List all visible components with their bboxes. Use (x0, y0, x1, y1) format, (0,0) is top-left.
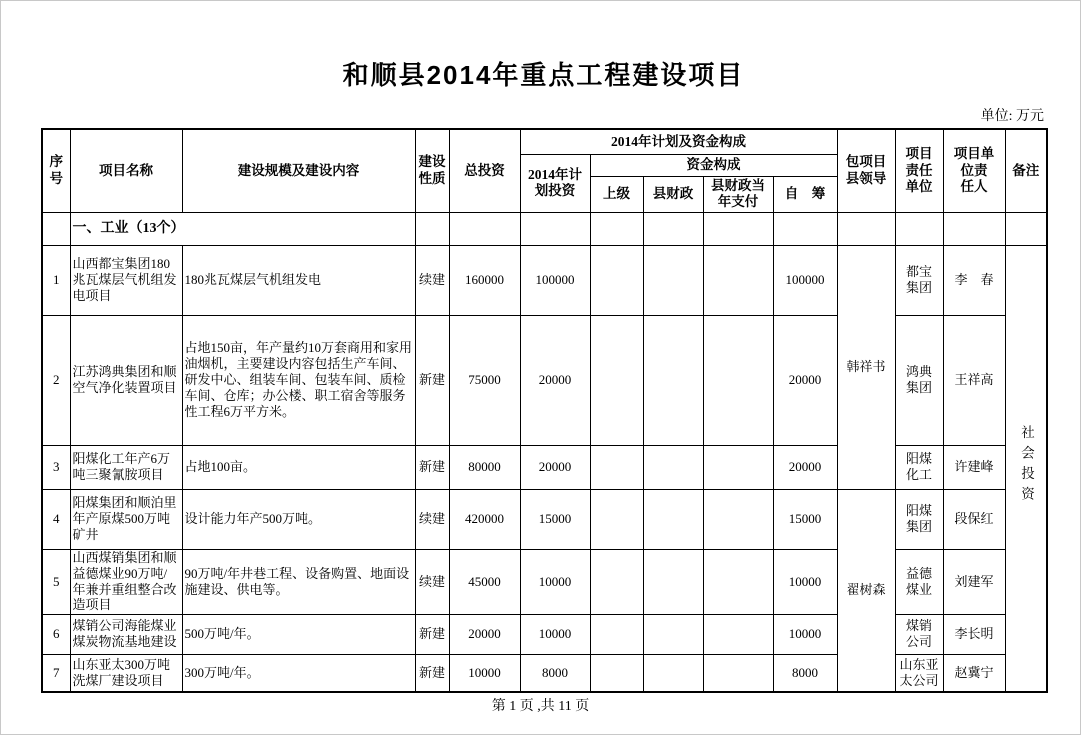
cell-county (643, 445, 703, 489)
cell-unit: 阳煤 化工 (895, 445, 943, 489)
cell-county-pay (703, 315, 773, 445)
header-plan-group: 2014年计划及资金构成 (520, 129, 837, 154)
cell-county-pay (703, 445, 773, 489)
cell-upper (590, 549, 643, 614)
cell-person: 李 春 (943, 245, 1005, 315)
cell-person: 李长明 (943, 614, 1005, 654)
cell-county (643, 654, 703, 692)
cell-project-name: 江苏鸿典集团和顺空气净化装置项目 (70, 315, 182, 445)
header-self-raise: 自 筹 (773, 176, 837, 212)
cell-project-name: 山西煤销集团和顺益德煤业90万吨/年兼并重组整合改造项目 (70, 549, 182, 614)
cell-content: 占地150亩，年产量约10万套商用和家用油烟机，主要建设内容包括生产车间、研发中心、组装车间、包装车间、质检车间、仓库；办公楼、职工宿舍等服务性工程6万平方米。 (182, 315, 415, 445)
cell-upper (590, 489, 643, 549)
cell-plan: 10000 (520, 614, 590, 654)
header-responsible-person: 项目单 位责 任人 (943, 129, 1005, 212)
cell-plan: 8000 (520, 654, 590, 692)
cell-content: 90万吨/年井巷工程、设备购置、地面设施建设、供电等。 (182, 549, 415, 614)
cell-unit: 益德 煤业 (895, 549, 943, 614)
cell-plan: 15000 (520, 489, 590, 549)
cell-nature: 新建 (415, 614, 449, 654)
cell-unit: 鸿典 集团 (895, 315, 943, 445)
header-upper-level: 上级 (590, 176, 643, 212)
cell-serial: 2 (42, 315, 70, 445)
cell-empty (773, 212, 837, 245)
header-county-pay: 县财政当 年支付 (703, 176, 773, 212)
header-county-finance: 县财政 (643, 176, 703, 212)
cell-upper (590, 315, 643, 445)
cell-self-raise: 20000 (773, 445, 837, 489)
cell-leader: 翟树森 (837, 489, 895, 692)
cell-empty (703, 212, 773, 245)
cell-county (643, 489, 703, 549)
header-plan-investment: 2014年计 划投资 (520, 154, 590, 212)
cell-county-pay (703, 549, 773, 614)
cell-project-name: 阳煤化工年产6万吨三聚氰胺项目 (70, 445, 182, 489)
cell-content: 占地100亩。 (182, 445, 415, 489)
projects-table (41, 128, 1048, 693)
header-fund-group: 资金构成 (590, 154, 837, 176)
page-title: 和顺县2014年重点工程建设项目 (342, 60, 745, 90)
cell-plan: 20000 (520, 315, 590, 445)
cell-self-raise: 100000 (773, 245, 837, 315)
cell-empty (590, 212, 643, 245)
cell-note (1005, 245, 1047, 692)
header-project-name: 项目名称 (70, 129, 182, 212)
note-vertical-text: 社会投资 (1019, 425, 1035, 508)
table-row (42, 245, 1047, 315)
cell-serial: 1 (42, 245, 70, 315)
cell-county-pay (703, 245, 773, 315)
cell-person: 许建峰 (943, 445, 1005, 489)
cell-serial: 6 (42, 614, 70, 654)
cell-plan: 20000 (520, 445, 590, 489)
cell-upper (590, 654, 643, 692)
cell-county (643, 315, 703, 445)
unit-label: 单位: 万元 (980, 109, 1044, 124)
cell-empty (643, 212, 703, 245)
cell-total: 80000 (449, 445, 520, 489)
cell-self-raise: 20000 (773, 315, 837, 445)
header-total-investment: 总投资 (449, 129, 520, 212)
table-row (42, 654, 1047, 692)
cell-content: 设计能力年产500万吨。 (182, 489, 415, 549)
cell-unit: 阳煤 集团 (895, 489, 943, 549)
cell-self-raise: 10000 (773, 549, 837, 614)
cell-empty (415, 212, 449, 245)
header-responsible-unit: 项目 责任 单位 (895, 129, 943, 212)
cell-empty (449, 212, 520, 245)
cell-unit: 山东亚 太公司 (895, 654, 943, 692)
page-footer: 第 1 页 ,共 11 页 (491, 699, 590, 714)
cell-empty (42, 212, 70, 245)
cell-project-name: 阳煤集团和顺泊里年产原煤500万吨矿井 (70, 489, 182, 549)
header-content: 建设规模及建设内容 (182, 129, 415, 212)
cell-upper (590, 245, 643, 315)
cell-content: 300万吨/年。 (182, 654, 415, 692)
cell-leader: 韩祥书 (837, 245, 895, 489)
header-serial: 序 号 (42, 129, 70, 212)
cell-county-pay (703, 614, 773, 654)
cell-nature: 续建 (415, 489, 449, 549)
cell-upper (590, 445, 643, 489)
cell-county-pay (703, 489, 773, 549)
cell-serial: 7 (42, 654, 70, 692)
cell-content: 500万吨/年。 (182, 614, 415, 654)
cell-upper (590, 614, 643, 654)
cell-empty (895, 212, 943, 245)
cell-plan: 10000 (520, 549, 590, 614)
cell-project-name: 煤销公司海能煤业煤炭物流基地建设 (70, 614, 182, 654)
cell-nature: 新建 (415, 315, 449, 445)
cell-total: 20000 (449, 614, 520, 654)
cell-unit: 都宝 集团 (895, 245, 943, 315)
cell-person: 段保红 (943, 489, 1005, 549)
cell-project-name: 山西都宝集团180兆瓦煤层气机组发电项目 (70, 245, 182, 315)
header-nature: 建设 性质 (415, 129, 449, 212)
table-row (42, 315, 1047, 445)
cell-content: 180兆瓦煤层气机组发电 (182, 245, 415, 315)
table-row (42, 614, 1047, 654)
cell-person: 赵冀宁 (943, 654, 1005, 692)
cell-empty (520, 212, 590, 245)
header-county-leader: 包项目 县领导 (837, 129, 895, 212)
cell-empty (1005, 212, 1047, 245)
cell-county (643, 549, 703, 614)
table-row (42, 549, 1047, 614)
cell-total: 75000 (449, 315, 520, 445)
section-title: 一、工业（13个） (70, 212, 415, 245)
cell-nature: 续建 (415, 549, 449, 614)
cell-county (643, 245, 703, 315)
section-row (42, 212, 1047, 245)
cell-self-raise: 15000 (773, 489, 837, 549)
cell-nature: 新建 (415, 654, 449, 692)
cell-serial: 5 (42, 549, 70, 614)
cell-total: 160000 (449, 245, 520, 315)
cell-project-name: 山东亚太300万吨洗煤厂建设项目 (70, 654, 182, 692)
cell-empty (837, 212, 895, 245)
cell-plan: 100000 (520, 245, 590, 315)
table-row (42, 489, 1047, 549)
cell-empty (943, 212, 1005, 245)
cell-total: 420000 (449, 489, 520, 549)
cell-serial: 3 (42, 445, 70, 489)
cell-unit: 煤销 公司 (895, 614, 943, 654)
cell-total: 10000 (449, 654, 520, 692)
cell-person: 刘建军 (943, 549, 1005, 614)
cell-county-pay (703, 654, 773, 692)
cell-self-raise: 10000 (773, 614, 837, 654)
cell-nature: 续建 (415, 245, 449, 315)
cell-nature: 新建 (415, 445, 449, 489)
cell-person: 王祥高 (943, 315, 1005, 445)
cell-total: 45000 (449, 549, 520, 614)
cell-self-raise: 8000 (773, 654, 837, 692)
table-row (42, 445, 1047, 489)
cell-serial: 4 (42, 489, 70, 549)
cell-county (643, 614, 703, 654)
header-note: 备注 (1005, 129, 1047, 212)
